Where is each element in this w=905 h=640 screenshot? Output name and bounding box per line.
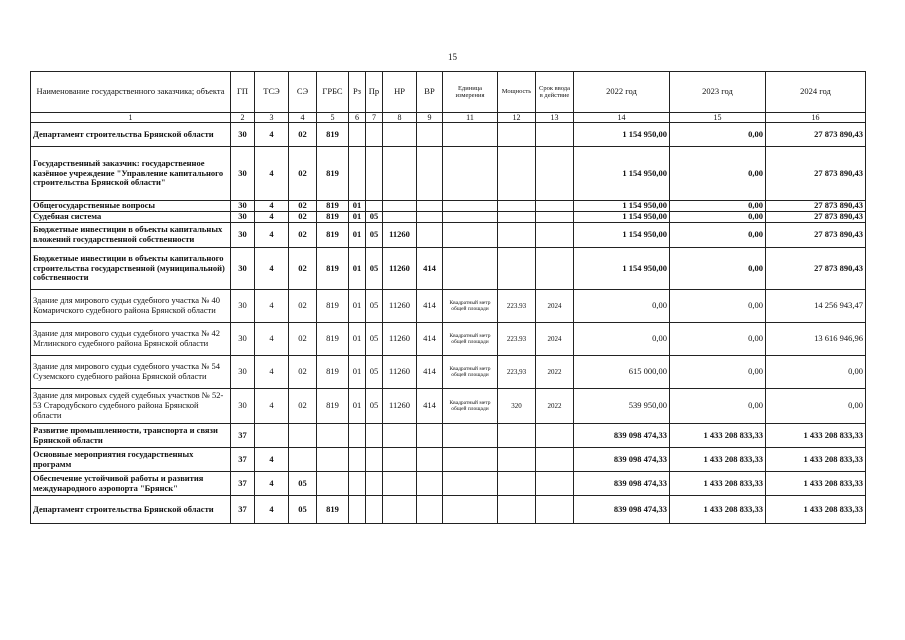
cell-unit [443,147,498,201]
cell-power [498,496,536,524]
header-cell: Пр [366,72,383,113]
cell-unit: Квадратный метр общей площади [443,323,498,356]
cell-name: Судебная система [31,212,231,223]
cell-name: Государственный заказчик: государственное казённое учреждение "Управление капитального строительства Брянской области" [31,147,231,201]
table-row [31,248,866,290]
cell-unit [443,472,498,496]
cell-rz: 01 [349,290,366,323]
cell-term [536,212,574,223]
cell-nr: 11260 [383,248,417,290]
cell-power [498,201,536,212]
cell-term: 2022 [536,356,574,389]
cell-name: Бюджетные инвестиции в объекты капитальных вложений государственной собственности [31,223,231,248]
cell-y2024: 27 873 890,43 [766,123,866,147]
cell-vr [417,147,443,201]
cell-unit [443,496,498,524]
cell-y2022: 839 098 474,33 [574,448,670,472]
cell-y2023: 0,00 [670,248,766,290]
cell-grbs: 819 [317,212,349,223]
cell-y2024: 14 256 943,47 [766,290,866,323]
cell-y2024: 1 433 208 833,33 [766,424,866,448]
column-number: 2 [231,113,255,123]
cell-nr: 11260 [383,290,417,323]
cell-vr: 414 [417,323,443,356]
cell-tse: 4 [255,212,289,223]
cell-grbs: 819 [317,323,349,356]
cell-y2023: 1 433 208 833,33 [670,472,766,496]
cell-power: 223.93 [498,290,536,323]
header-cell: Рз [349,72,366,113]
cell-vr [417,496,443,524]
cell-se: 05 [289,496,317,524]
table-row [31,290,866,323]
cell-y2024: 27 873 890,43 [766,201,866,212]
table-row [31,212,866,223]
cell-vr [417,223,443,248]
cell-name: Общегосударственные вопросы [31,201,231,212]
cell-rz: 01 [349,212,366,223]
cell-nr [383,424,417,448]
cell-gp: 30 [231,147,255,201]
cell-y2022: 1 154 950,00 [574,123,670,147]
cell-rz [349,472,366,496]
cell-pr: 05 [366,290,383,323]
cell-se: 02 [289,389,317,424]
cell-tse: 4 [255,356,289,389]
cell-gp: 30 [231,201,255,212]
cell-gp: 37 [231,496,255,524]
header-cell: Единица измерения [443,72,498,113]
cell-vr: 414 [417,248,443,290]
cell-tse: 4 [255,248,289,290]
column-number: 16 [766,113,866,123]
cell-name: Департамент строительства Брянской области [31,123,231,147]
cell-pr: 05 [366,223,383,248]
header-cell: ГП [231,72,255,113]
cell-vr [417,212,443,223]
cell-y2023: 0,00 [670,212,766,223]
cell-pr [366,496,383,524]
cell-gp: 37 [231,472,255,496]
cell-pr: 05 [366,389,383,424]
cell-pr [366,201,383,212]
cell-y2022: 1 154 950,00 [574,248,670,290]
column-number: 7 [366,113,383,123]
cell-y2024: 27 873 890,43 [766,248,866,290]
cell-se: 02 [289,223,317,248]
column-number: 3 [255,113,289,123]
cell-rz: 01 [349,248,366,290]
column-number: 14 [574,113,670,123]
cell-term [536,123,574,147]
cell-power [498,248,536,290]
cell-term [536,424,574,448]
column-number: 13 [536,113,574,123]
cell-y2024: 0,00 [766,389,866,424]
cell-tse: 4 [255,201,289,212]
cell-gp: 30 [231,389,255,424]
cell-tse: 4 [255,496,289,524]
cell-vr: 414 [417,290,443,323]
column-number: 1 [31,113,231,123]
cell-power: 320 [498,389,536,424]
cell-y2024: 1 433 208 833,33 [766,448,866,472]
cell-name: Основные мероприятия государственных программ [31,448,231,472]
cell-vr [417,424,443,448]
cell-y2022: 539 950,00 [574,389,670,424]
cell-y2023: 0,00 [670,290,766,323]
table-row [31,496,866,524]
cell-power [498,223,536,248]
cell-y2024: 1 433 208 833,33 [766,472,866,496]
cell-nr: 11260 [383,356,417,389]
cell-y2023: 0,00 [670,123,766,147]
cell-y2022: 1 154 950,00 [574,223,670,248]
header-cell: Наименование государственного заказчика; объекта [31,72,231,113]
cell-grbs: 819 [317,356,349,389]
cell-y2023: 1 433 208 833,33 [670,424,766,448]
cell-grbs [317,472,349,496]
cell-tse: 4 [255,389,289,424]
cell-grbs: 819 [317,248,349,290]
column-number: 12 [498,113,536,123]
cell-rz: 01 [349,223,366,248]
cell-rz [349,123,366,147]
cell-y2023: 1 433 208 833,33 [670,496,766,524]
cell-y2022: 839 098 474,33 [574,424,670,448]
cell-se: 02 [289,248,317,290]
cell-grbs: 819 [317,290,349,323]
cell-nr: 11260 [383,389,417,424]
cell-power: 223,93 [498,356,536,389]
cell-rz: 01 [349,323,366,356]
cell-power [498,472,536,496]
cell-se: 02 [289,212,317,223]
cell-nr: 11260 [383,223,417,248]
header-cell: ВР [417,72,443,113]
column-number: 5 [317,113,349,123]
cell-tse: 4 [255,290,289,323]
cell-term: 2024 [536,323,574,356]
cell-y2024: 13 616 946,96 [766,323,866,356]
cell-term [536,201,574,212]
cell-y2023: 0,00 [670,223,766,248]
column-number-row [31,113,866,123]
cell-y2024: 0,00 [766,356,866,389]
cell-gp: 30 [231,123,255,147]
cell-grbs [317,448,349,472]
cell-rz: 01 [349,356,366,389]
column-number: 4 [289,113,317,123]
cell-name: Здание для мирового судьи судебного участка № 40 Комаричского судебного района Брянской области [31,290,231,323]
cell-y2023: 0,00 [670,389,766,424]
cell-gp: 30 [231,323,255,356]
column-number: 11 [443,113,498,123]
cell-name: Департамент строительства Брянской области [31,496,231,524]
cell-gp: 37 [231,424,255,448]
header-cell: Мощность [498,72,536,113]
cell-name: Развитие промышленности, транспорта и связи Брянской области [31,424,231,448]
column-number: 15 [670,113,766,123]
cell-gp: 37 [231,448,255,472]
cell-unit: Квадратный метр общей площади [443,290,498,323]
cell-term: 2022 [536,389,574,424]
cell-y2024: 27 873 890,43 [766,212,866,223]
cell-unit [443,123,498,147]
cell-y2023: 0,00 [670,201,766,212]
table-row [31,123,866,147]
cell-unit [443,212,498,223]
cell-y2022: 0,00 [574,323,670,356]
cell-term: 2024 [536,290,574,323]
table-row [31,323,866,356]
cell-grbs: 819 [317,201,349,212]
cell-pr [366,147,383,201]
cell-y2022: 615 000,00 [574,356,670,389]
cell-pr: 05 [366,212,383,223]
cell-rz [349,496,366,524]
table-row [31,448,866,472]
cell-grbs: 819 [317,123,349,147]
cell-se: 02 [289,201,317,212]
cell-grbs [317,424,349,448]
cell-unit [443,248,498,290]
cell-y2022: 1 154 950,00 [574,201,670,212]
cell-se: 02 [289,123,317,147]
cell-y2024: 1 433 208 833,33 [766,496,866,524]
cell-tse: 4 [255,123,289,147]
table-row [31,147,866,201]
cell-pr [366,448,383,472]
cell-unit: Квадратный метр общей площади [443,356,498,389]
cell-name: Здание для мирового судьи судебного участка № 54 Суземского судебного района Брянской области [31,356,231,389]
cell-name: Бюджетные инвестиции в объекты капитального строительства государственной (муниципальной) собственности [31,248,231,290]
cell-pr [366,472,383,496]
cell-gp: 30 [231,223,255,248]
cell-tse: 4 [255,147,289,201]
cell-grbs: 819 [317,223,349,248]
header-cell: 2023 год [670,72,766,113]
cell-se [289,424,317,448]
cell-y2022: 839 098 474,33 [574,472,670,496]
cell-se: 02 [289,290,317,323]
cell-y2023: 0,00 [670,356,766,389]
cell-grbs: 819 [317,496,349,524]
header-cell: ТСЭ [255,72,289,113]
cell-y2024: 27 873 890,43 [766,147,866,201]
cell-unit [443,448,498,472]
cell-vr [417,201,443,212]
cell-y2023: 0,00 [670,323,766,356]
header-row [31,72,866,113]
cell-se: 05 [289,472,317,496]
cell-nr: 11260 [383,323,417,356]
cell-vr: 414 [417,389,443,424]
budget-table [30,71,866,524]
cell-term [536,147,574,201]
cell-gp: 30 [231,290,255,323]
cell-gp: 30 [231,212,255,223]
cell-tse: 4 [255,448,289,472]
cell-y2024: 27 873 890,43 [766,223,866,248]
cell-y2022: 0,00 [574,290,670,323]
column-number: 8 [383,113,417,123]
cell-y2022: 1 154 950,00 [574,212,670,223]
cell-name: Обеспечение устойчивой работы и развития международного аэропорта "Брянск" [31,472,231,496]
header-cell: Срок ввода в действие [536,72,574,113]
cell-unit: Квадратный метр общей площади [443,389,498,424]
cell-y2023: 0,00 [670,147,766,201]
cell-power [498,147,536,201]
header-cell: 2022 год [574,72,670,113]
cell-nr [383,123,417,147]
cell-se: 02 [289,147,317,201]
cell-name: Здание для мировых судей судебных участков № 52-53 Стародубского судебного района Брянской области [31,389,231,424]
cell-nr [383,496,417,524]
cell-term [536,472,574,496]
cell-nr [383,147,417,201]
cell-pr [366,123,383,147]
cell-rz: 01 [349,201,366,212]
table-row [31,201,866,212]
header-cell: НР [383,72,417,113]
cell-vr: 414 [417,356,443,389]
cell-grbs: 819 [317,147,349,201]
cell-nr [383,472,417,496]
cell-tse: 4 [255,323,289,356]
cell-term [536,248,574,290]
cell-power [498,424,536,448]
cell-power: 223.93 [498,323,536,356]
cell-term [536,496,574,524]
cell-name: Здание для мирового судьи судебного участка № 42 Мглинского судебного района Брянской области [31,323,231,356]
cell-unit [443,201,498,212]
cell-se: 02 [289,323,317,356]
cell-se: 02 [289,356,317,389]
cell-grbs: 819 [317,389,349,424]
column-number: 6 [349,113,366,123]
cell-power [498,448,536,472]
cell-tse: 4 [255,223,289,248]
cell-se [289,448,317,472]
column-number: 9 [417,113,443,123]
cell-y2022: 1 154 950,00 [574,147,670,201]
cell-pr: 05 [366,248,383,290]
cell-rz [349,424,366,448]
cell-unit [443,424,498,448]
cell-vr [417,123,443,147]
cell-rz: 01 [349,389,366,424]
page-number: 15 [448,52,457,62]
cell-tse: 4 [255,472,289,496]
cell-power [498,123,536,147]
header-cell: СЭ [289,72,317,113]
table-row [31,356,866,389]
cell-pr: 05 [366,356,383,389]
cell-tse [255,424,289,448]
cell-rz [349,147,366,201]
cell-y2023: 1 433 208 833,33 [670,448,766,472]
cell-gp: 30 [231,356,255,389]
cell-nr [383,212,417,223]
cell-pr [366,424,383,448]
table-row [31,424,866,448]
header-cell: ГРБС [317,72,349,113]
table-row [31,223,866,248]
cell-vr [417,448,443,472]
cell-pr: 05 [366,323,383,356]
cell-rz [349,448,366,472]
header-cell: 2024 год [766,72,866,113]
cell-unit [443,223,498,248]
cell-vr [417,472,443,496]
cell-term [536,448,574,472]
cell-power [498,212,536,223]
table-row [31,389,866,424]
cell-term [536,223,574,248]
cell-gp: 30 [231,248,255,290]
table-row [31,472,866,496]
cell-nr [383,448,417,472]
cell-y2022: 839 098 474,33 [574,496,670,524]
cell-nr [383,201,417,212]
